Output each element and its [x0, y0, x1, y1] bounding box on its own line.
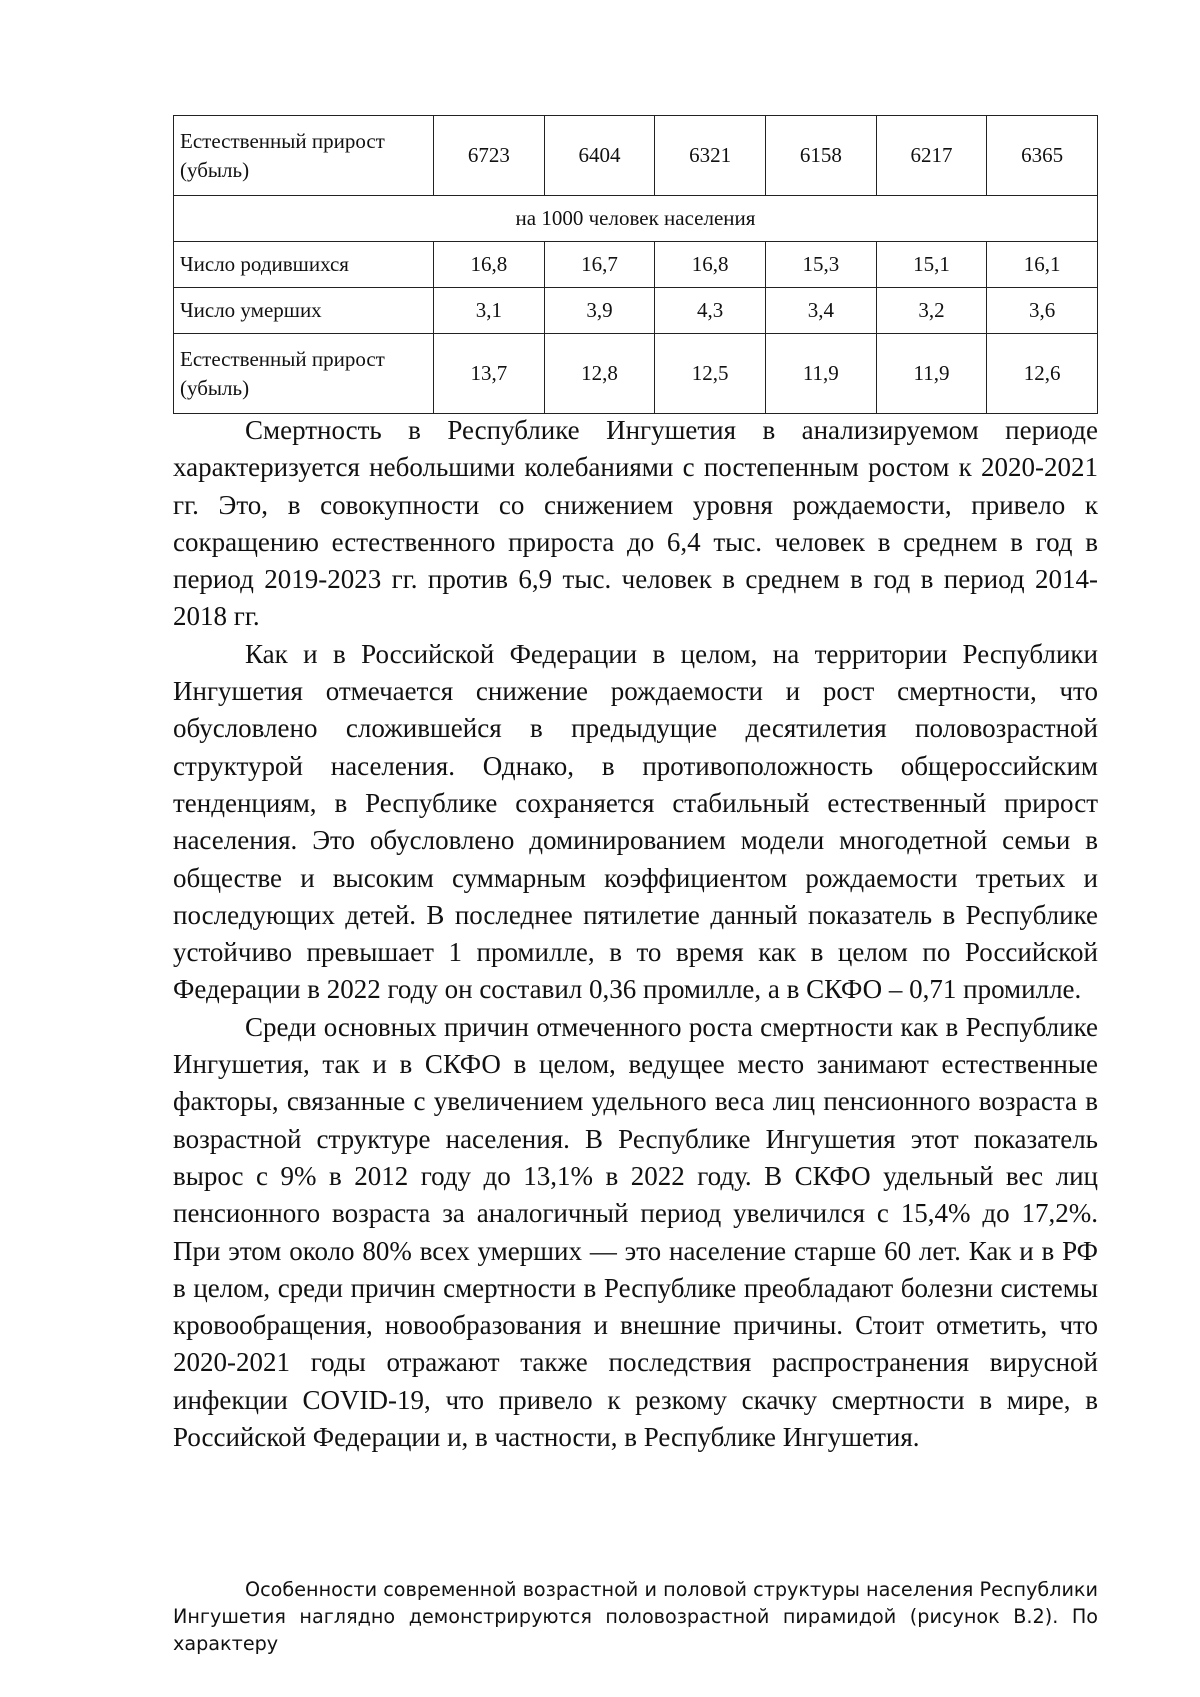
table-row: [174, 242, 1098, 288]
table-row: [174, 288, 1098, 334]
table-cell: 3,9: [544, 288, 655, 334]
table-cell: 16,8: [434, 242, 545, 288]
table-cell: 3,2: [876, 288, 987, 334]
continuation-paragraph: Особенности современной возрастной и половой структуры населения Республики Ингушетия наглядно демонстрируются половозрастной пирамидой (рисунок В.2). По характеру: [173, 1578, 1098, 1655]
table-cell: 11,9: [766, 334, 877, 414]
table-section-row: [174, 196, 1098, 242]
table-cell: 16,8: [655, 242, 766, 288]
table-cell: 12,6: [987, 334, 1098, 414]
table-cell: 6723: [434, 116, 545, 196]
table-cell: 12,5: [655, 334, 766, 414]
table-cell: 13,7: [434, 334, 545, 414]
table-cell: 11,9: [876, 334, 987, 414]
table-cell: 6404: [544, 116, 655, 196]
table-cell: 12,8: [544, 334, 655, 414]
table-row: [174, 334, 1098, 414]
table-cell: 15,3: [766, 242, 877, 288]
table-cell: 3,1: [434, 288, 545, 334]
paragraph: Как и в Российской Федерации в целом, на территории Республики Ингушетия отмечается снижение рождаемости и рост смертности, что обусловлено сложившейся в предыдущие десятилетия половозрастной структурой населения. Однако, в противоположность общероссийским тенденциям, в Республике сохраняется стабильный естественный прирост населения. Это обусловлено доминированием модели многодетной семьи в обществе и высоким суммарным коэффициентом рождаемости третьих и последующих детей. В последнее пятилетие данный показатель в Республике устойчиво превышает 1 промилле, в то время как в целом по Российской Федерации в 2022 году он составил 0,36 промилле, а в СКФО – 0,71 промилле.: [173, 638, 1098, 1005]
table-row: [174, 116, 1098, 196]
table-cell: 6158: [766, 116, 877, 196]
paragraph: Смертность в Республике Ингушетия в анализируемом периоде характеризуется небольшими колебаниями с постепенным ростом к 2020-2021 гг. Это, в совокупности со снижением уровня рождаемости, привело к сокращению естественного прироста до 6,4 тыс. человек в среднем в год в период 2019-2023 гг. против 6,9 тыс. человек в среднем в год в период 2014-2018 гг.: [173, 415, 1098, 632]
table-cell: 16,1: [987, 242, 1098, 288]
table-cell: 6217: [876, 116, 987, 196]
row-label: Число умерших: [174, 288, 434, 334]
demographics-table: [173, 115, 1098, 414]
table-cell: 6321: [655, 116, 766, 196]
table-cell: 3,4: [766, 288, 877, 334]
paragraph: Среди основных причин отмеченного роста смертности как в Республике Ингушетия, так и в СКФО в целом, ведущее место занимают естественные факторы, связанные с увеличением удельного веса лиц пенсионного возраста в возрастной структуре населения. В Республике Ингушетия этот показатель вырос с 9% в 2012 году до 13,1% в 2022 году. В СКФО удельный вес лиц пенсионного возраста за аналогичный период увеличился с 15,4% до 17,2%. При этом около 80% всех умерших — это население старше 60 лет. Как и в РФ в целом, среди причин смертности в Республике преобладают болезни системы кровообращения, новообразования и внешние причины. Стоит отметить, что 2020-2021 годы отражают также последствия распространения вирусной инфекции COVID-19, что привело к резкому скачку смертности в мире, в Российской Федерации и, в частности, в Республике Ингушетия.: [173, 1011, 1098, 1453]
row-label: Естественный прирост (убыль): [174, 334, 434, 414]
table-cell: 3,6: [987, 288, 1098, 334]
body-text: [173, 412, 1098, 1456]
row-label: Число родившихся: [174, 242, 434, 288]
table-cell: 15,1: [876, 242, 987, 288]
table-cell: 6365: [987, 116, 1098, 196]
row-label: Естественный прирост (убыль): [174, 116, 434, 196]
section-header: на 1000 человек населения: [174, 196, 1098, 242]
table-cell: 16,7: [544, 242, 655, 288]
table-cell: 4,3: [655, 288, 766, 334]
